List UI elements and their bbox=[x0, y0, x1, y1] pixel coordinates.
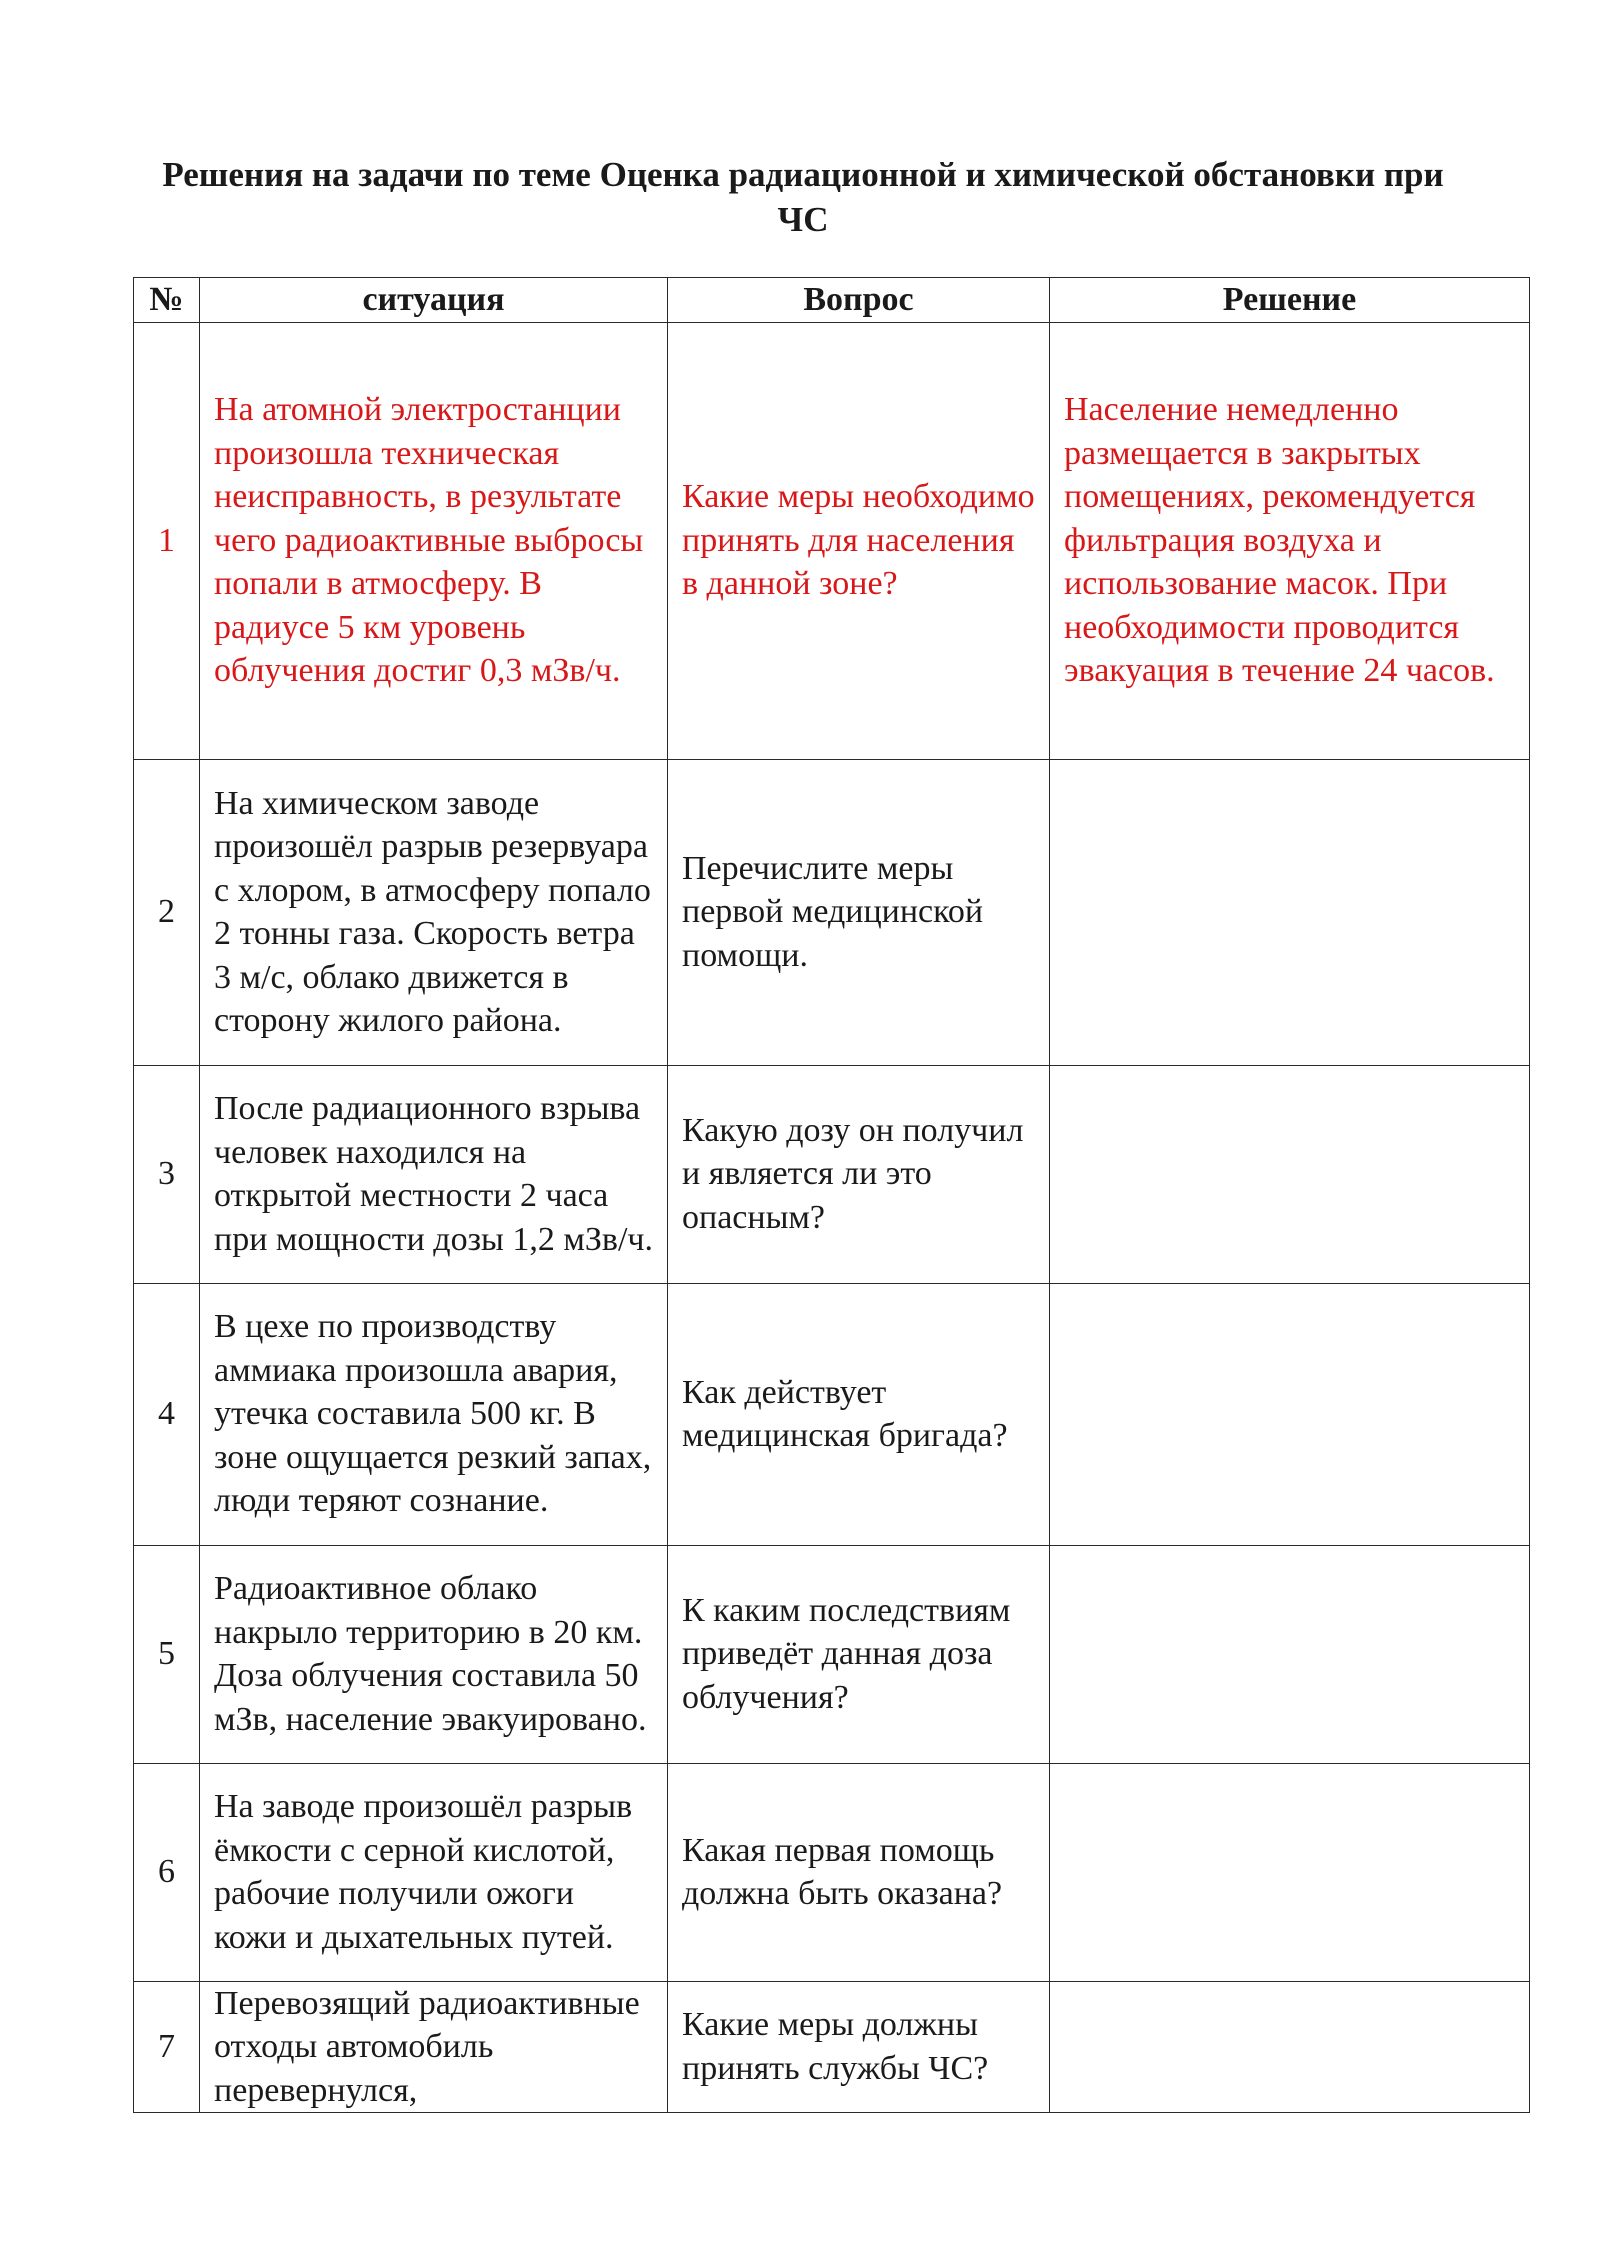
table-row bbox=[134, 1981, 1530, 2112]
table-row bbox=[134, 759, 1530, 1065]
row-solution bbox=[1050, 1981, 1530, 2112]
header-situation: ситуация bbox=[200, 278, 668, 323]
row-question: Перечислите меры первой медицинской помощи. bbox=[668, 759, 1050, 1065]
row-situation-text: Перевозящий радиоактивные отходы автомобиль перевернулся, bbox=[214, 1984, 640, 2109]
header-number: № bbox=[134, 278, 200, 323]
row-number: 4 bbox=[134, 1283, 200, 1545]
table-row bbox=[134, 1065, 1530, 1283]
row-solution bbox=[1050, 1283, 1530, 1545]
header-question: Вопрос bbox=[668, 278, 1050, 323]
row-situation: Радиоактивное облако накрыло территорию в 20 км. Доза облучения составила 50 мЗв, население эвакуировано. bbox=[200, 1545, 668, 1763]
row-solution bbox=[1050, 759, 1530, 1065]
table-row bbox=[134, 1283, 1530, 1545]
row-number: 1 bbox=[134, 322, 200, 759]
row-solution bbox=[1050, 1545, 1530, 1763]
row-question: Какая первая помощь должна быть оказана? bbox=[668, 1763, 1050, 1981]
row-question: Как действует медицинская бригада? bbox=[668, 1283, 1050, 1545]
table-row bbox=[134, 1763, 1530, 1981]
row-solution bbox=[1050, 1065, 1530, 1283]
row-question: Какую дозу он получил и является ли это опасным? bbox=[668, 1065, 1050, 1283]
row-solution bbox=[1050, 1763, 1530, 1981]
row-situation: На атомной электростанции произошла техническая неисправность, в результате чего радиоактивные выбросы попали в атмосферу. В радиусе 5 км уровень облучения достиг 0,3 мЗв/ч. bbox=[200, 322, 668, 759]
row-number: 7 bbox=[134, 1981, 200, 2112]
row-solution: Население немедленно размещается в закрытых помещениях, рекомендуется фильтрация воздуха и использование масок. При необходимости проводится эвакуация в течение 24 часов. bbox=[1050, 322, 1530, 759]
row-situation: На заводе произошёл разрыв ёмкости с серной кислотой, рабочие получили ожоги кожи и дыхательных путей. bbox=[200, 1763, 668, 1981]
row-number: 5 bbox=[134, 1545, 200, 1763]
row-situation bbox=[200, 1981, 668, 2112]
row-number: 6 bbox=[134, 1763, 200, 1981]
row-situation: На химическом заводе произошёл разрыв резервуара с хлором, в атмосферу попало 2 тонны газа. Скорость ветра 3 м/с, облако движется в сторону жилого района. bbox=[200, 759, 668, 1065]
table-header-row bbox=[134, 278, 1530, 323]
row-number: 3 bbox=[134, 1065, 200, 1283]
row-question: Какие меры должны принять службы ЧС? bbox=[668, 1981, 1050, 2112]
tasks-table bbox=[133, 277, 1530, 2113]
row-situation: В цехе по производству аммиака произошла авария, утечка составила 500 кг. В зоне ощущается резкий запах, люди теряют сознание. bbox=[200, 1283, 668, 1545]
header-solution: Решение bbox=[1050, 278, 1530, 323]
page-title: Решения на задачи по теме Оценка радиационной и химической обстановки при ЧС bbox=[162, 155, 1444, 239]
row-question: К каким последствиям приведёт данная доза облучения? bbox=[668, 1545, 1050, 1763]
table-row bbox=[134, 322, 1530, 759]
row-number: 2 bbox=[134, 759, 200, 1065]
table-row bbox=[134, 1545, 1530, 1763]
row-question: Какие меры необходимо принять для населения в данной зоне? bbox=[668, 322, 1050, 759]
row-situation: После радиационного взрыва человек находился на открытой местности 2 часа при мощности дозы 1,2 мЗв/ч. bbox=[200, 1065, 668, 1283]
